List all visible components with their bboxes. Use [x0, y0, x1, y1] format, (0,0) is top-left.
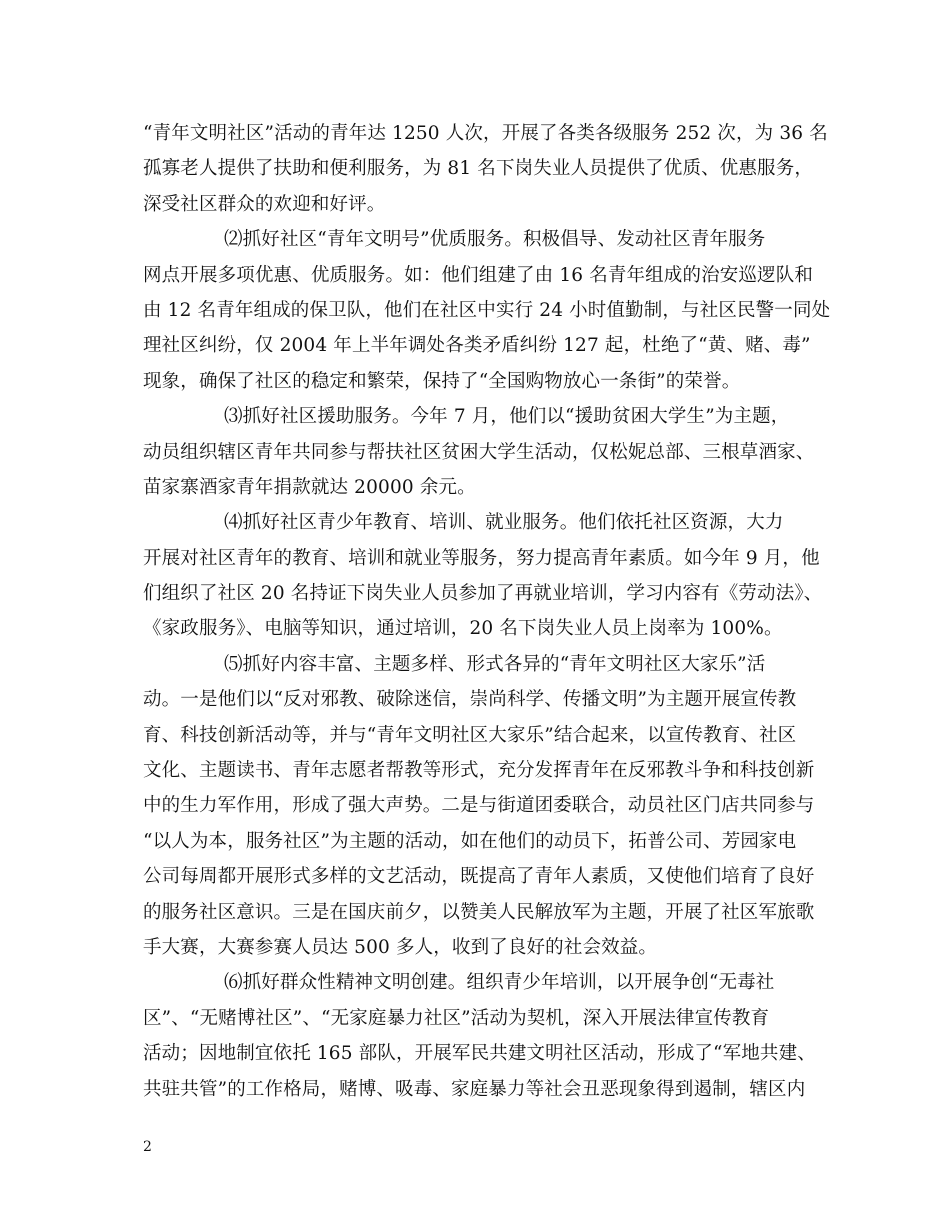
text-line: “青年文明社区”活动的青年达 1250 人次，开展了各类各级服务 252 次，为 36 名	[143, 123, 828, 144]
text-line: 动。一是他们以“反对邪教、破除迷信，崇尚科学、传播文明”为主题开展宣传教	[143, 689, 797, 711]
text-line: ⑶抓好社区援助服务。今年 7 月，他们以“援助贫困大学生”为主题，	[224, 406, 790, 428]
text-line: ⑷抓好社区青少年教育、培训、就业服务。他们依托社区资源，大力	[224, 512, 784, 534]
text-line: 苗家寨酒家青年捐款就达 20000 余元。	[143, 476, 476, 498]
text-line: 网点开展多项优惠、优质服务。如：他们组建了由 16 名青年组成的治安巡逻队和	[143, 264, 814, 286]
text-line: 育、科技创新活动等，并与“青年文明社区大家乐”结合起来，以宣传教育、社区	[143, 724, 797, 746]
paragraph-3	[143, 399, 826, 505]
text-line: 区”、“无赌博社区”、“无家庭暴力社区”活动为契机，深入开展法律宣传教育	[143, 1007, 770, 1029]
text-line: 现象，确保了社区的稳定和繁荣，保持了“全国购物放心一条街”的荣誉。	[143, 370, 741, 392]
text-line: 动员组织辖区青年共同参与帮扶社区贫困大学生活动，仅松妮总部、三根草酒家、	[143, 441, 815, 463]
text-line: 文化、主题读书、青年志愿者帮教等形式，充分发挥青年在反邪教斗争和科技创新	[143, 760, 815, 782]
paragraph-2	[143, 222, 831, 399]
text-line: 理社区纠纷，仅 2004 年上半年调处各类矛盾纠纷 127 起，杜绝了“黄、赌、毒”	[143, 335, 811, 357]
text-line: 活动；因地制宜依托 165 部队，开展军民共建文明社区活动，形成了“军地共建、	[143, 1043, 816, 1065]
text-line: 《家政服务》、电脑等知识，通过培训，20 名下岗失业人员上岗率为 100%。	[143, 618, 783, 640]
text-line: “以人为本，服务社区”为主题的活动，如在他们的动员下，拓普公司、芳园家电	[143, 830, 797, 852]
document-body	[143, 116, 831, 1107]
text-line: 们组织了社区 20 名持证下岗失业人员参加了再就业培训，学习内容有《劳动法》、	[143, 583, 823, 605]
text-line: 孤寡老人提供了扶助和便利服务，为 81 名下岗失业人员提供了优质、优惠服务，	[143, 158, 814, 180]
text-line: 的服务社区意识。三是在国庆前夕，以赞美人民解放军为主题，开展了社区军旅歌	[143, 901, 815, 923]
text-line: ⑹抓好群众性精神文明创建。组织青少年培训，以开展争创“无毒社	[224, 972, 775, 994]
paragraph-4	[143, 505, 826, 647]
paragraph-5	[143, 647, 826, 966]
text-line: 深受社区群众的欢迎和好评。	[143, 193, 386, 215]
text-line: 手大赛，大赛参赛人员达 500 多人，收到了良好的社会效益。	[143, 936, 658, 958]
text-line: 中的生力军作用，形成了强大声势。二是与街道团委联合，动员社区门店共同参与	[143, 795, 815, 817]
text-line: 由 12 名青年组成的保卫队，他们在社区中实行 24 小时值勤制，与社区民警一同处	[143, 299, 831, 321]
paragraph-1	[143, 116, 826, 222]
text-line: 共驻共管”的工作格局，赌博、吸毒、家庭暴力等社会丑恶现象得到遏制，辖区内	[143, 1078, 806, 1100]
page-number: 2	[143, 1139, 152, 1155]
paragraph-6	[143, 965, 826, 1107]
text-line: ⑵抓好社区“青年文明号”优质服务。积极倡导、发动社区青年服务	[224, 229, 766, 251]
text-line: ⑸抓好内容丰富、主题多样、形式各异的“青年文明社区大家乐”活	[224, 653, 766, 675]
text-line: 开展对社区青年的教育、培训和就业等服务，努力提高青年素质。如今年 9 月，他	[143, 547, 820, 569]
text-line: 公司每周都开展形式多样的文艺活动，既提高了青年人素质，又使他们培育了良好	[143, 866, 815, 888]
